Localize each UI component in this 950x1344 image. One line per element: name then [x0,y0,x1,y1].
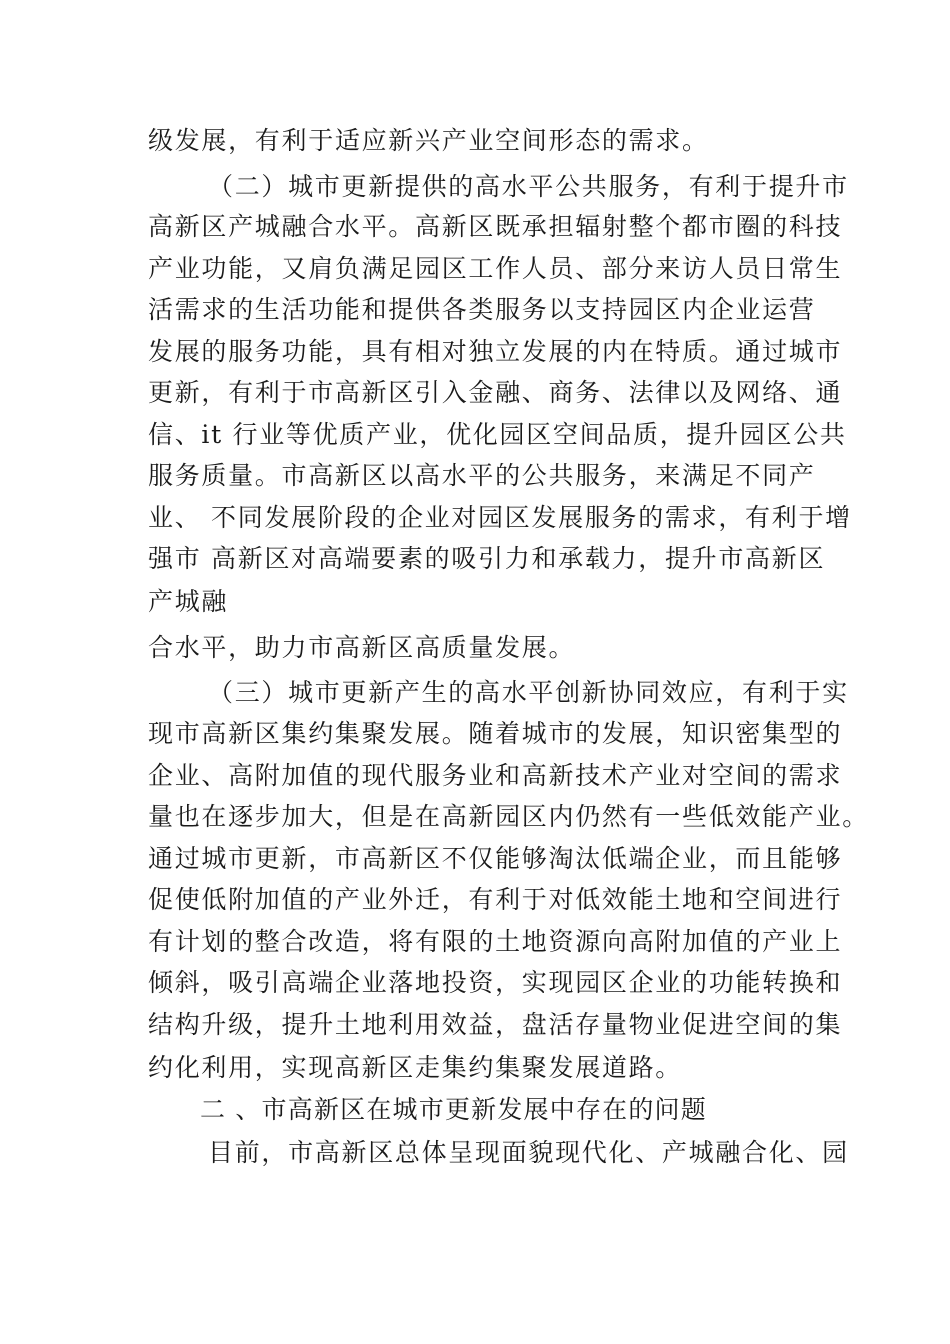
section-heading: 二 、市高新区在城市更新发展中存在的问题 [200,1095,707,1124]
text-line: 业、 不同发展阶段的企业对园区发展服务的需求，有利于增 [148,503,852,532]
text-line: 合水平，助力市高新区高质量发展。 [148,633,576,662]
text-line: 高新区产城融合水平。高新区既承担辐射整个都市圈的科技 [148,212,843,241]
text-line: 量也在逐步加大，但是在高新园区内仍然有一些低效能产业。 [148,802,869,831]
text-line: 强市 高新区对高端要素的吸引力和承载力，提升市高新区 [148,544,826,573]
text-line: 信、it 行业等优质产业，优化园区空间品质，提升园区公共 [148,420,847,449]
text-line: 倾斜，吸引高端企业落地投资，实现园区企业的功能转换和 [148,968,843,997]
text-line: 促使低附加值的产业外迁，有利于对低效能土地和空间进行 [148,885,843,914]
text-line: 活需求的生活功能和提供各类服务以支持园区内企业运营 [148,295,816,324]
text-line: 发展的服务功能，具有相对独立发展的内在特质。通过城市 [148,337,843,366]
text-line: 企业、高附加值的现代服务业和高新技术产业对空间的需求 [148,761,843,790]
text-line: 目前，市高新区总体呈现面貌现代化、产城融合化、园 [208,1138,849,1167]
text-line: 通过城市更新，市高新区不仅能够淘汰低端企业，而且能够 [148,844,843,873]
text-line: 约化利用，实现高新区走集约集聚发展道路。 [148,1053,683,1082]
text-line: 服务质量。市高新区以高水平的公共服务，来满足不同产 [148,461,816,490]
text-line: 级发展，有利于适应新兴产业空间形态的需求。 [148,126,709,155]
text-line: （二）城市更新提供的高水平公共服务，有利于提升市 [208,172,849,201]
text-line: 产城融 [148,587,229,616]
text-line: 更新，有利于市高新区引入金融、商务、法律以及网络、通 [148,378,843,407]
text-line: 现市高新区集约集聚发展。随着城市的发展，知识密集型的 [148,719,843,748]
text-line: 结构升级，提升土地利用效益，盘活存量物业促进空间的集 [148,1010,843,1039]
text-line: 有计划的整合改造，将有限的土地资源向高附加值的产业上 [148,927,843,956]
text-line: （三）城市更新产生的高水平创新协同效应，有利于实 [208,678,849,707]
text-line: 产业功能，又肩负满足园区工作人员、部分来访人员日常生 [148,254,843,283]
